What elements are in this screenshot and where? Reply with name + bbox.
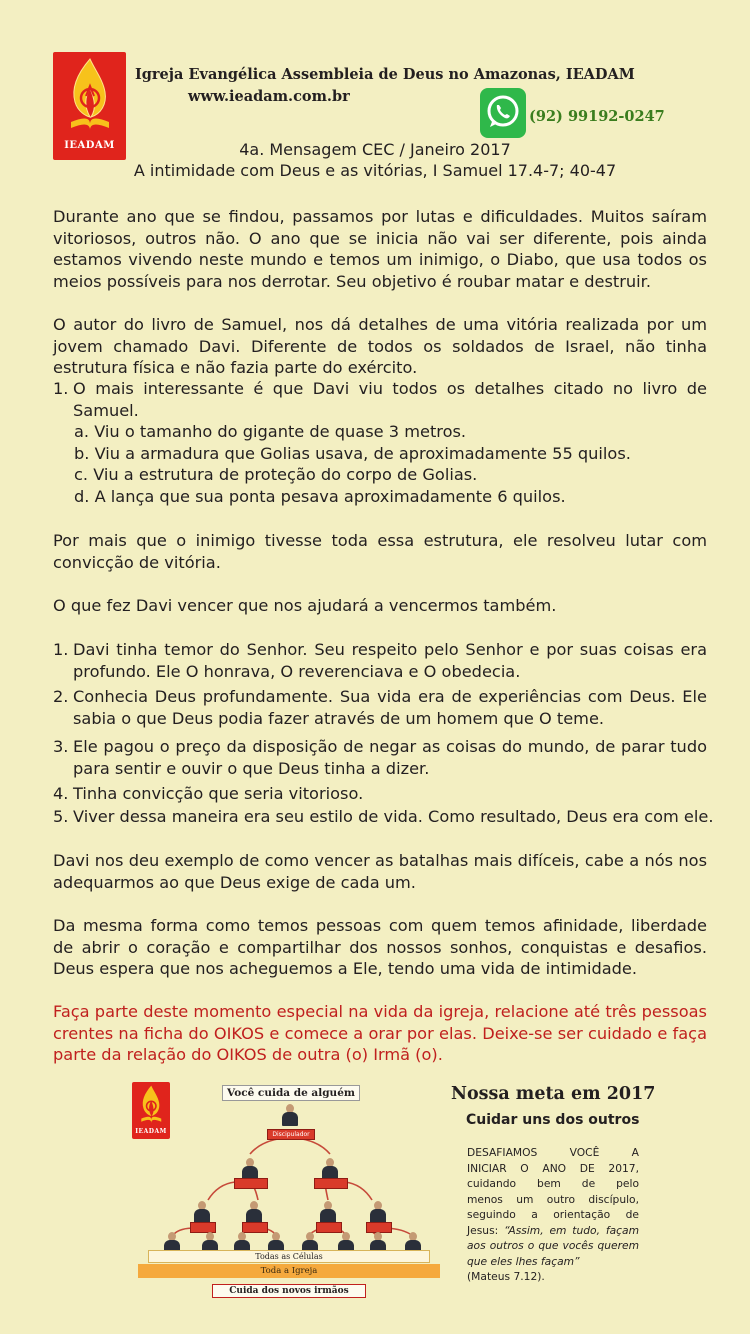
goal-subtitle: Cuidar uns dos outros [466,1112,640,1128]
list-number: 1. [53,379,69,398]
list-number: 5. [53,807,69,826]
goal-line: menos um outro discípulo, [467,1192,639,1206]
disciple-figure [282,1104,298,1126]
novos-irmaos-label: Cuida dos novos irmãos [212,1284,366,1298]
disciple-figure [322,1158,338,1180]
call-to-action: Faça parte deste momento especial na vida da igreja, relacione até três pessoas crentes na ficha do OIKOS e comece a orar por elas. Deixe-se ser cuidado e faça parte da relação do OIKOS de outra (o) Irmã (o). [53,1002,707,1065]
disciple-figure [370,1201,386,1223]
quote-text: “Assim, em tudo, façam aos outros o que vocês querem que eles lhes façam” [467,1223,639,1268]
website-link[interactable]: www.ieadam.com.br [188,88,350,105]
goal-reference: (Mateus 7.12). [467,1270,545,1283]
quote-lead: Jesus: [467,1223,505,1237]
paragraph-4: O que fez Davi vencer que nos ajudará a vencermos também. [53,596,557,615]
goal-quote [467,1223,639,1270]
logo-wordmark: IEADAM [64,140,115,151]
message-subtitle: 4a. Mensagem CEC / Janeiro 2017 [239,140,511,159]
phone-number[interactable]: (92) 99192-0247 [529,108,665,125]
org-name: Igreja Evangélica Assembleia de Deus no Amazonas, IEADAM [135,66,635,83]
list-item [53,783,707,805]
disciple-figure [194,1201,210,1223]
sub-item-b: b. Viu a armadura que Golias usava, de aproximadamente 55 quilos. [74,444,631,463]
list-number: 3. [53,737,69,756]
sub-item-a: a. Viu o tamanho do gigante de quase 3 metros. [74,422,467,441]
goal-title: Nossa meta em 2017 [451,1084,656,1104]
list-text: Ele pagou o preço da disposição de negar as coisas do mundo, de parar tudo para sentir e ouvir o que Deus tinha a dizer. [73,737,707,778]
sub-item-c: c. Viu a estrutura de proteção do corpo de Golias. [74,465,478,484]
message-title: A intimidade com Deus e as vitórias, I Samuel 17.4-7; 40-47 [133,161,617,180]
list-number: 1. [53,640,69,659]
goal-text [467,1145,639,1285]
goal-line: INICIAR O ANO DE 2017, [467,1161,639,1175]
disciple-tag [234,1178,268,1189]
disciple-tag [314,1178,348,1189]
whatsapp-icon[interactable] [480,88,526,138]
goal-line: seguindo a orientação de [467,1208,639,1221]
sub-item-d: d. A lança que sua ponta pesava aproximadamente 6 quilos. [74,487,566,506]
list-item [53,806,714,828]
diagram-header: Você cuida de alguém [222,1085,360,1101]
oikos-diagram [130,1082,445,1302]
goal-line: DESAFIAMOS VOCÊ A [467,1146,639,1159]
paragraph-3: Por mais que o inimigo tivesse toda essa estrutura, ele resolveu lutar com convicção de vitória. [53,531,707,572]
list-text: Tinha convicção que seria vitorioso. [73,784,364,803]
goal-line: cuidando bem de pelo [467,1177,639,1190]
flame-bible-icon [65,56,114,136]
disciplinador-tag: Discipulador [267,1129,315,1140]
logo-wordmark: IEADAM [135,1128,167,1135]
disciple-figure [246,1201,262,1223]
list-item [53,639,707,682]
list-number: 4. [53,784,69,803]
list-text: Conhecia Deus profundamente. Sua vida era de experiências com Deus. Ele sabia o que Deus podia fazer através de um homem que O teme. [73,687,707,728]
paragraph-1: Durante ano que se findou, passamos por lutas e dificuldades. Muitos saíram vitoriosos, outros não. O ano que se inicia não vai ser diferente, pois ainda estamos vivendo neste mundo e temos um inimigo, o Diabo, que usa todos os meios possíveis para nos derrotar. Seu objetivo é roubar matar e destruir. [53,207,707,291]
toda-a-igreja-bar: Toda a Igreja [138,1264,440,1278]
list-item [53,686,707,729]
disciple-figure [242,1158,258,1180]
paragraph-6: Da mesma forma como temos pessoas com quem temos afinidade, liberdade de abrir o coração e compartilhar dos nossos sonhos, conquistas e desafios. Deus espera que nos acheguemos a Ele, tendo uma vida de intimidade. [53,916,707,979]
paragraph-2: O autor do livro de Samuel, nos dá detalhes de uma vitória realizada por um jovem chamado Davi. Diferente de todos os soldados de Israel, não tinha estrutura física e não fazia parte do exército. [53,315,707,378]
list-text: O mais interessante é que Davi viu todos os detalhes citado no livro de Samuel. [73,379,707,420]
list-item [53,378,707,421]
list-number: 2. [53,687,69,706]
disciple-figure [320,1201,336,1223]
list-text: Viver dessa maneira era seu estilo de vida. Como resultado, Deus era com ele. [73,807,714,826]
todas-as-celulas-bar: Todas as Células [148,1250,430,1263]
list-item [53,736,707,779]
list-text: Davi tinha temor do Senhor. Seu respeito pelo Senhor e por suas coisas era profundo. Ele O honrava, O reverenciava e O obedecia. [73,640,707,681]
paragraph-5: Davi nos deu exemplo de como vencer as batalhas mais difíceis, cabe a nós nos adequarmos ao que Deus exige de cada um. [53,851,707,892]
